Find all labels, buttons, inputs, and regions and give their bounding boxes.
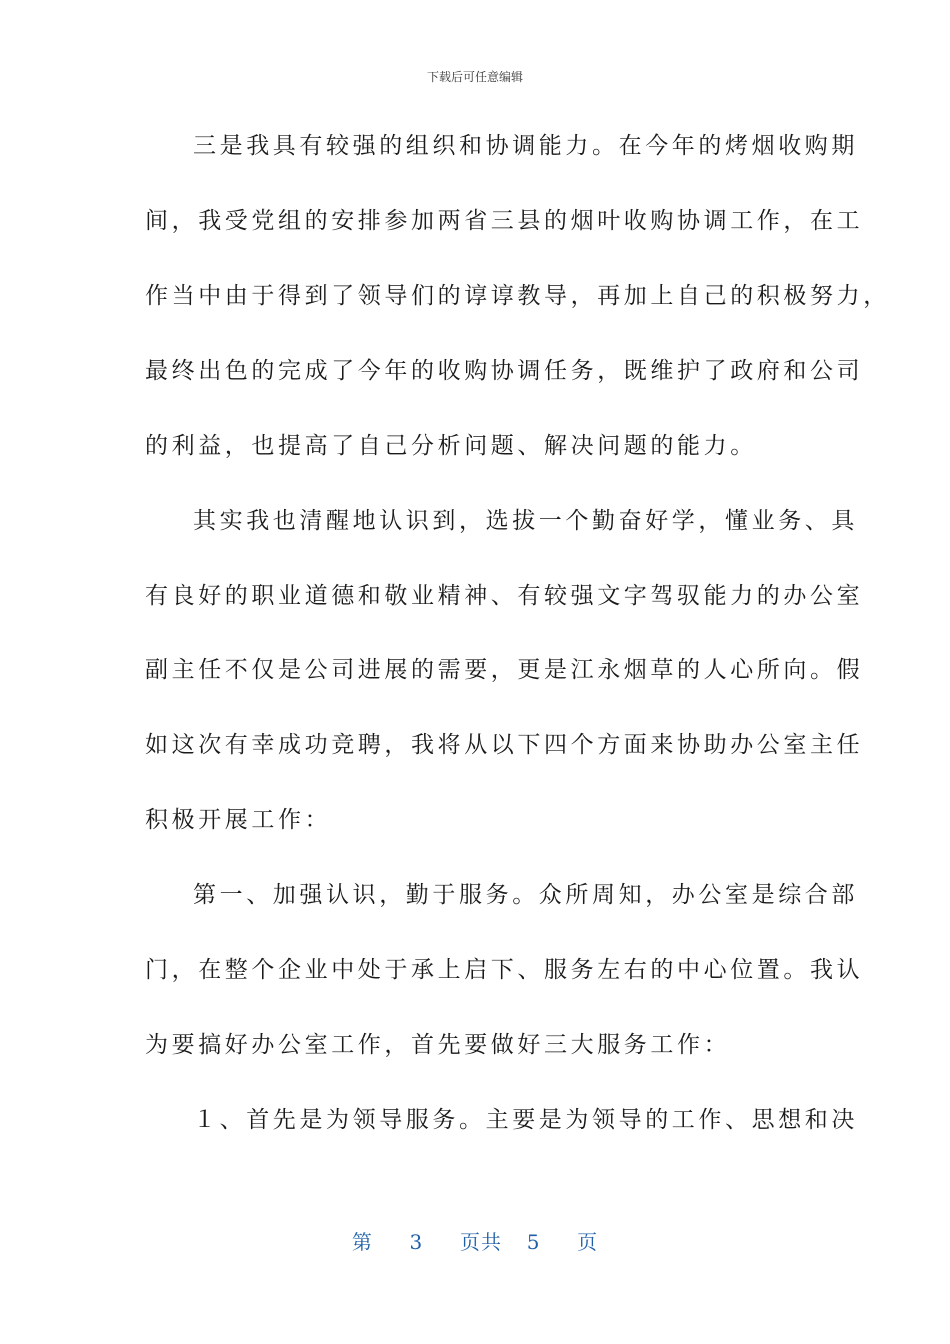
current-page-number: 3: [409, 1230, 424, 1254]
paragraph-line: 三是我具有较强的组织和协调能力。在今年的烤烟收购期: [193, 133, 858, 159]
page-footer: [0, 1226, 950, 1255]
footer-middle: 页共: [460, 1230, 502, 1254]
page-header: 下载后可任意编辑: [426, 70, 523, 84]
paragraph-line: 间，我受党组的安排参加两省三县的烟叶收购协调工作，在工: [145, 208, 864, 234]
footer-suffix: 页: [577, 1230, 599, 1254]
paragraph-line: 为要搞好办公室工作，首先要做好三大服务工作：: [145, 1032, 731, 1058]
paragraph-line: 如这次有幸成功竞聘，我将从以下四个方面来协助办公室主任: [145, 732, 864, 758]
paragraph-line: 最终出色的完成了今年的收购协调任务，既维护了政府和公司: [145, 358, 864, 384]
paragraph-line: 积极开展工作：: [145, 807, 332, 833]
footer-prefix: 第: [351, 1230, 373, 1254]
paragraph-line: 第一、加强认识，勤于服务。众所周知，办公室是综合部: [193, 882, 858, 908]
paragraph-line: 副主任不仅是公司进展的需要，更是江永烟草的人心所向。假: [145, 657, 864, 683]
paragraph-line: 门，在整个企业中处于承上启下、服务左右的中心位置。我认: [145, 957, 864, 983]
paragraph-line: 其实我也清醒地认识到，选拔一个勤奋好学，懂业务、具: [193, 508, 858, 534]
paragraph-line: 有良好的职业道德和敬业精神、有较强文字驾驭能力的办公室: [145, 583, 864, 609]
paragraph-line: 作当中由于得到了领导们的谆谆教导，再加上自己的积极努力，: [145, 283, 890, 309]
paragraph-line: 的利益，也提高了自己分析问题、解决问题的能力。: [145, 433, 757, 459]
paragraph-line: １、首先是为领导服务。主要是为领导的工作、思想和决: [193, 1107, 858, 1133]
total-page-number: 5: [526, 1230, 541, 1254]
